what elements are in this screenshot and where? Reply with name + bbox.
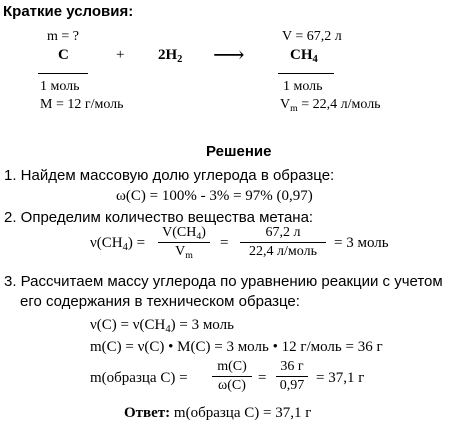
answer-label: Ответ: (124, 405, 171, 421)
step2-lhs: $\nu(CH_4)$ = (90, 235, 146, 253)
answer-line (124, 406, 311, 421)
methane-volume: V = 67,2 л (282, 29, 342, 44)
fraction-denominator: $V_m$ (175, 244, 193, 261)
step3-result: = 37,1 г (316, 370, 365, 386)
fraction-denominator: 0,97 (279, 378, 305, 393)
step2-fraction-1 (158, 226, 210, 259)
fraction-bar (212, 376, 252, 377)
fraction-denominator: ω(C) (218, 378, 246, 393)
carbon-formula: C (58, 47, 69, 63)
step3-line2: m(C) = ν(C) • M(C) = 3 моль • 12 г/моль = 36 г (90, 339, 383, 355)
step3-text-line2: его содержания в техническом образце: (20, 293, 300, 310)
step3-equals: = (258, 370, 267, 386)
hydrogen-formula: $2H_2$ (158, 47, 183, 65)
fraction-denominator: 22,4 л/моль (249, 244, 317, 259)
step3-lhs: m(образца C) = (90, 370, 188, 386)
methane-formula: $CH_4$ (290, 47, 318, 65)
step1-text: 1. Найдем массовую долю углерода в образце: (4, 167, 335, 184)
solution-heading: Решение (206, 143, 272, 160)
carbon-divider (38, 73, 88, 74)
plus-sign: + (116, 47, 125, 63)
methane-molar-volume: $V_m = 22,4$ л/моль (280, 97, 381, 114)
header-title: Краткие условия: (3, 3, 134, 20)
step3-line1: $\nu(C) = \nu(CH_4) = 3$ моль (90, 317, 234, 335)
step3-text-line1: 3. Рассчитаем массу углерода по уравнению реакции с учетом (4, 273, 443, 290)
fraction-bar (158, 242, 210, 243)
fraction-numerator: m(C) (217, 359, 247, 374)
carbon-molar-mass: M = 12 г/моль (40, 97, 124, 112)
fraction-numerator: $V(CH_4)$ (162, 225, 206, 242)
answer-text: m(образца C) = 37,1 г (170, 405, 312, 421)
step3-fraction-2 (276, 360, 308, 393)
step3-fraction-1 (212, 360, 252, 393)
reaction-arrow: ⟶ (213, 42, 245, 67)
step2-fraction-2 (240, 226, 326, 259)
methane-moles: 1 моль (283, 79, 323, 94)
step2-equals: = (220, 235, 229, 251)
fraction-bar (240, 242, 326, 243)
methane-divider (278, 73, 334, 74)
step2-text: 2. Определим количество вещества метана: (4, 209, 314, 226)
fraction-bar (276, 376, 308, 377)
carbon-moles: 1 моль (40, 79, 80, 94)
carbon-mass: m = ? (47, 29, 79, 44)
fraction-numerator: 67,2 л (265, 225, 301, 240)
step2-result: = 3 моль (334, 235, 389, 251)
step1-formula: ω(C) = 100% - 3% = 97% (0,97) (116, 188, 313, 204)
fraction-numerator: 36 г (280, 359, 304, 374)
